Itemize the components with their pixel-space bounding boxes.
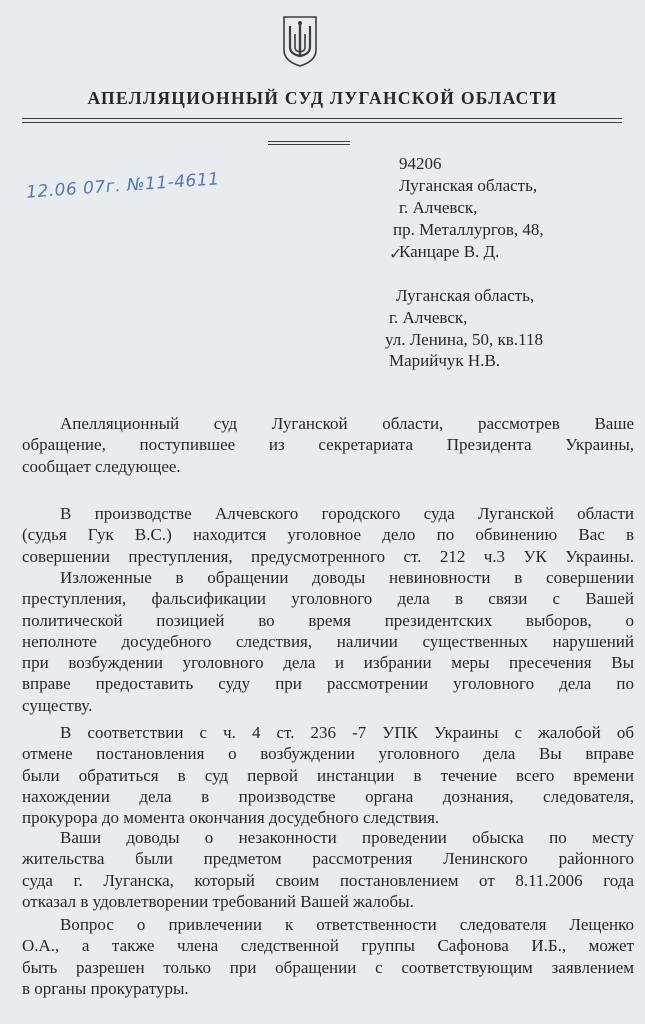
text-line: В соответствии с ч. 4 ст. 236 -7 УПК Украины с жалобой об — [60, 723, 634, 742]
header-short-divider — [268, 144, 350, 145]
checkmark-icon: ✓ — [389, 246, 403, 263]
text-line: прокурора до момента окончания досудебного следствия. — [22, 808, 440, 828]
recipient-region: Луганская область, — [399, 176, 538, 195]
court-name-heading: АПЕЛЛЯЦИОННЫЙ СУД ЛУГАНСКОЙ ОБЛАСТИ — [87, 88, 558, 108]
header-divider-line — [22, 122, 622, 123]
text-line: Апелляционный суд Луганской области, рассмотрев Ваше — [60, 414, 634, 433]
recipient-city: г. Алчевск, — [389, 308, 468, 327]
text-line: сообщает следующее. — [22, 456, 181, 476]
recipient-name: Канцаре В. Д. — [399, 242, 500, 261]
text-line: Изложенные в обращении доводы невиновности в совершении — [60, 568, 634, 587]
text-line: Ваши доводы о незаконности проведении обыска по месту — [60, 828, 634, 847]
text-line: были обратиться в суд первой инстанции в течение всего времени — [22, 765, 634, 785]
text-line: в органы прокуратуры. — [22, 978, 189, 998]
registration-stamp: 12.06 07г. №11-4611 — [25, 169, 221, 203]
text-line: вправе предоставить суду при рассмотрении уголовного дела по — [22, 674, 634, 694]
text-line: совершении преступления, предусмотренного ст. 212 ч.3 УК Украины. — [22, 546, 634, 566]
header-short-divider — [268, 141, 350, 142]
paragraph-prosecution — [22, 914, 634, 999]
recipient-city: г. Алчевск, — [399, 198, 478, 217]
text-line: существу. — [22, 695, 93, 715]
paragraph-case — [22, 503, 634, 567]
text-line: быть разрешен только при обращении с соответствующим заявлением — [22, 957, 634, 977]
text-line: (судья Гук В.С.) находится уголовное дело по обвинению Вас в — [22, 525, 634, 545]
recipient-region: Луганская область, — [396, 286, 535, 305]
trident-emblem-icon — [281, 14, 319, 68]
text-line: О.А., а также члена следственной группы Сафонова И.Б., может — [22, 936, 634, 956]
text-line: преступления, фальсификации уголовного дела в связи с Вашей — [22, 589, 634, 609]
recipient-street: пр. Металлургов, 48, — [393, 220, 544, 239]
text-line: отмене постановления о возбуждении уголовного дела Вы вправе — [22, 744, 634, 764]
recipient-name: Марийчук Н.В. — [389, 351, 501, 370]
text-line: В производстве Алчевского городского суда Луганской области — [60, 504, 634, 523]
text-line: политической позицией во время президентских выборов, о — [22, 610, 634, 630]
text-line: нахождении дела в производстве органа дознания, следователя, — [22, 786, 634, 806]
header-divider-line — [22, 118, 622, 119]
paragraph-intro — [22, 413, 634, 477]
paragraph-appeal-procedure — [22, 722, 634, 828]
text-line: отказал в удовлетворении требований Вашей жалобы. — [22, 891, 414, 911]
text-line: суда г. Луганска, который своим постановлением от 8.11.2006 года — [22, 870, 634, 890]
paragraph-search — [22, 827, 634, 912]
text-line: неполноте досудебного следствия, наличии существенных нарушений — [22, 631, 634, 651]
text-line: при возбуждении уголовного дела и избрании меры пресечения Вы — [22, 653, 634, 673]
text-line: Вопрос о привлечении к ответственности следователя Лещенко — [60, 915, 634, 934]
paragraph-arguments — [22, 567, 634, 716]
recipient-postcode: 94206 — [399, 154, 442, 173]
text-line: жительства были предметом рассмотрения Ленинского районного — [22, 849, 634, 869]
text-line: обращение, поступившее из секретариата Президента Украины, — [22, 435, 634, 455]
recipient-street: ул. Ленина, 50, кв.118 — [385, 330, 543, 349]
